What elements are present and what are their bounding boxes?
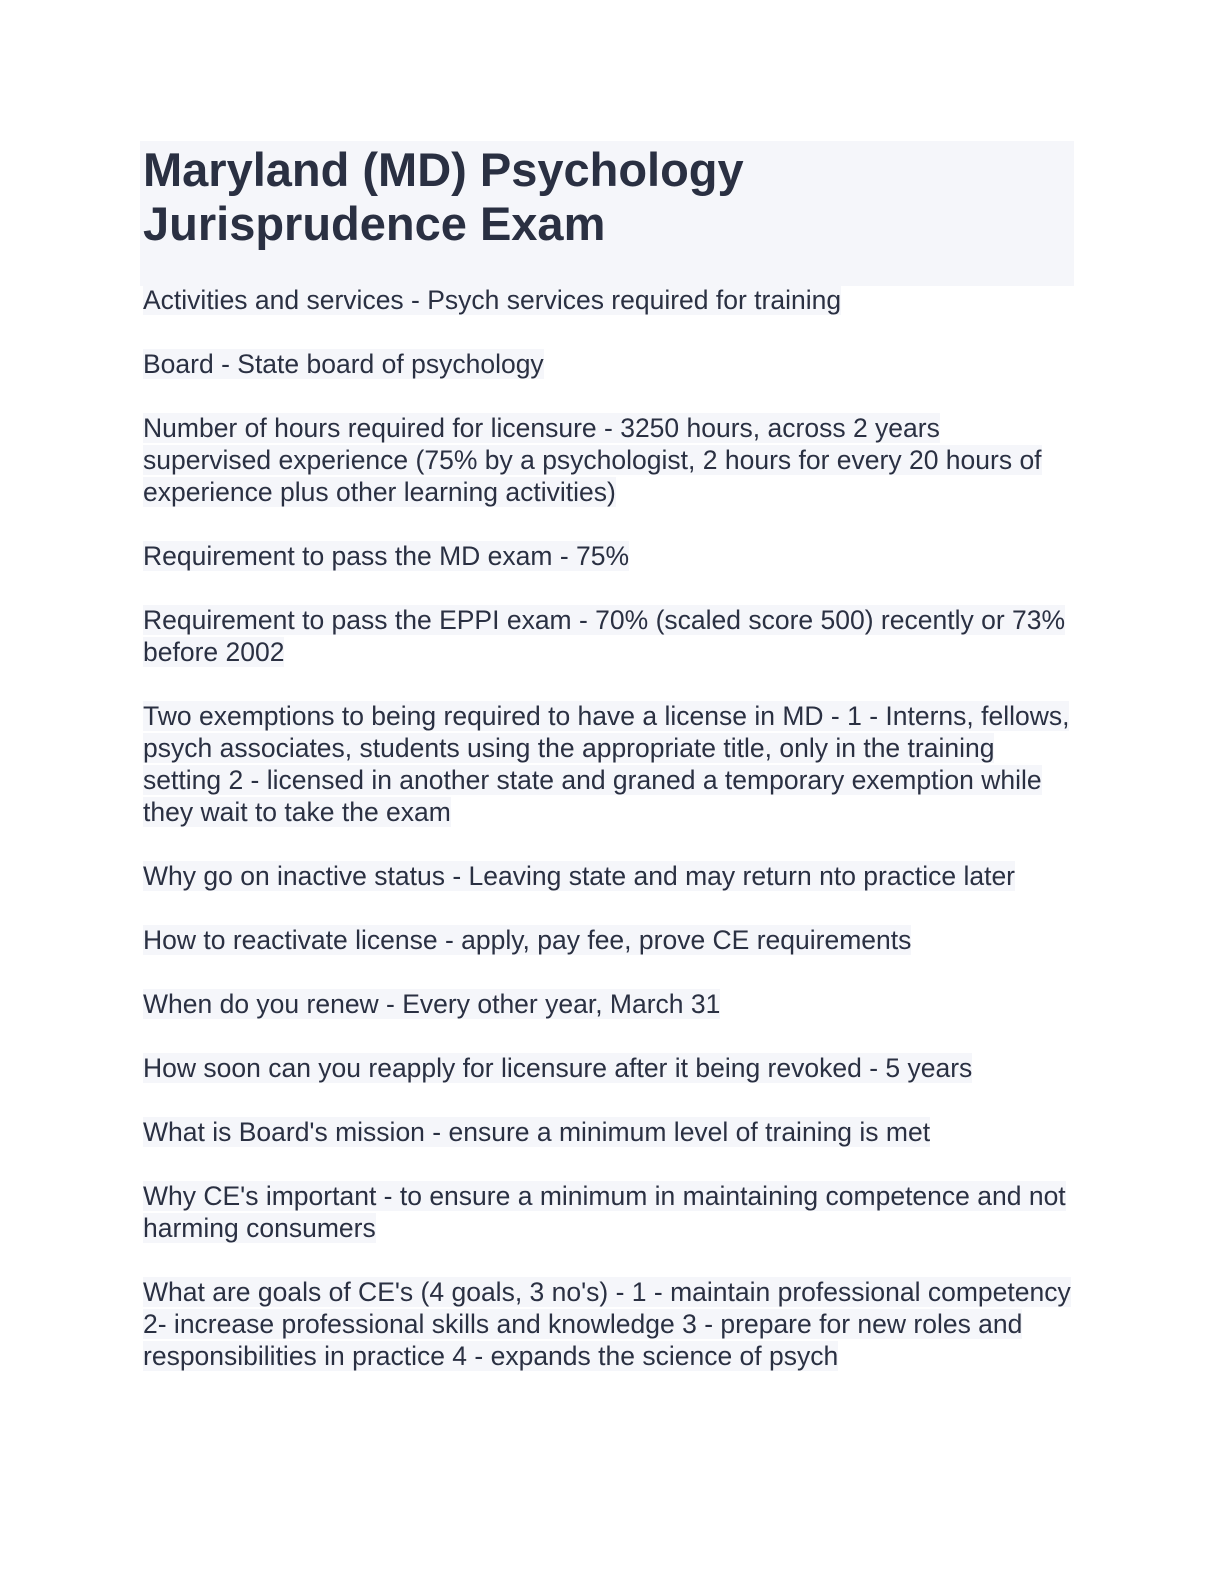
entry-text: Why go on inactive status - Leaving state and may return nto practice later <box>143 861 1016 891</box>
entry-text: When do you renew - Every other year, March 31 <box>143 989 721 1019</box>
entry-reapply <box>143 1052 1073 1084</box>
entry-hours-licensure <box>143 412 1073 508</box>
entry-board-mission <box>143 1116 1073 1148</box>
entry-md-exam <box>143 540 1073 572</box>
entry-activities-services <box>143 284 1073 316</box>
entry-text: Requirement to pass the MD exam - 75% <box>143 541 630 571</box>
entry-text: Requirement to pass the EPPI exam - 70% (scaled score 500) recently or 73% before 2002 <box>143 605 1066 667</box>
entry-list <box>143 284 1073 1404</box>
entry-text: How soon can you reapply for licensure after it being revoked - 5 years <box>143 1053 973 1083</box>
entry-text: Two exemptions to being required to have a license in MD - 1 - Interns, fellows, psych associates, students using the appropriate title, only in the training setting 2 - licensed in another state and graned a temporary exemption while they wait to take the exam <box>143 701 1070 827</box>
entry-ce-goals <box>143 1276 1073 1372</box>
entry-text: What is Board's mission - ensure a minimum level of training is met <box>143 1117 931 1147</box>
entry-text: What are goals of CE's (4 goals, 3 no's) - 1 - maintain professional competency 2- increase professional skills and knowledge 3 - prepare for new roles and responsibilities in practice 4 - expands the science of psych <box>143 1277 1071 1371</box>
entry-board <box>143 348 1073 380</box>
entry-reactivate <box>143 924 1073 956</box>
entry-inactive-status <box>143 860 1073 892</box>
entry-text: How to reactivate license - apply, pay fee, prove CE requirements <box>143 925 912 955</box>
entry-ce-importance <box>143 1180 1073 1244</box>
entry-text: Why CE's important - to ensure a minimum in maintaining competence and not harming consumers <box>143 1181 1066 1243</box>
entry-renew <box>143 988 1073 1020</box>
entry-exemptions <box>143 700 1073 828</box>
entry-text: Activities and services - Psych services required for training <box>143 285 842 315</box>
document-title: Maryland (MD) Psychology Jurisprudence Exam <box>143 143 744 250</box>
entry-text: Board - State board of psychology <box>143 349 544 379</box>
entry-eppi-exam <box>143 604 1073 668</box>
entry-text: Number of hours required for licensure - 3250 hours, across 2 years supervised experience (75% by a psychologist, 2 hours for every 20 hours of experience plus other learning activities) <box>143 413 1042 507</box>
